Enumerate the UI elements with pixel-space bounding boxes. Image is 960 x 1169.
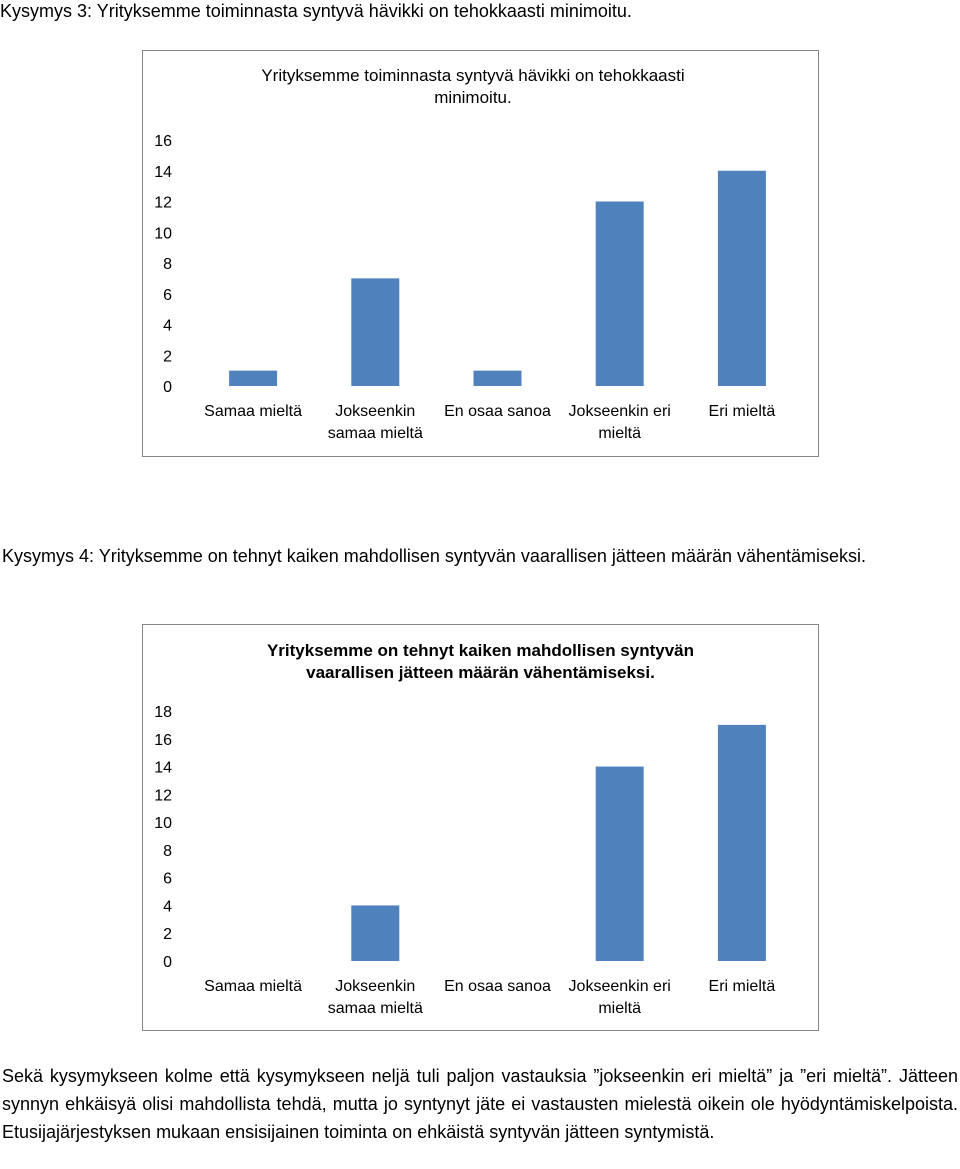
chart-q3-ytick-12: 12 [154,194,172,212]
chart-q4-ytick-6: 6 [163,870,172,888]
chart-q3-ytick-4: 4 [163,317,172,335]
chart-q3-xlabel-jokseenkin-eri-mielta: Jokseenkin eri mieltä [568,403,671,442]
question-3-text: Kysymys 3: Yrityksemme toiminnasta syntyvä hävikki on tehokkaasti minimoitu. [0,1,632,21]
chart-q4-ytick-12: 12 [154,787,172,805]
chart-q3 [142,50,819,457]
chart-q3-xlabel-eri-mielta: Eri mieltä [708,403,776,420]
chart-q3-xlabel-jokseenkin-samaa-mielta: Jokseenkin samaa mieltä [327,403,423,442]
chart-q4-plot [143,625,820,1032]
chart-q3-ytick-2: 2 [163,348,172,366]
chart-q4-xlabel-samaa-mielta: Samaa mieltä [204,978,303,995]
chart-q3-title: Yrityksemme toiminnasta syntyvä hävikki on tehokkaasti minimoitu. [261,66,685,107]
chart-q3-ytick-0: 0 [163,379,172,396]
chart-q4-xlabel-en-osaa-sanoa: En osaa sanoa [444,978,551,995]
chart-q3-ytick-16: 16 [154,133,172,150]
chart-q3-bar-eri-mielta [718,171,766,386]
chart-q3-xlabel-en-osaa-sanoa: En osaa sanoa [444,403,551,420]
chart-q4-ytick-8: 8 [163,842,172,860]
chart-q4 [142,624,819,1031]
chart-q3-ytick-14: 14 [154,163,172,181]
chart-q4-xlabel-jokseenkin-eri-mielta: Jokseenkin eri mieltä [568,978,671,1017]
chart-q3-bar-jokseenkin-samaa-mielta [351,278,399,386]
chart-q3-bar-samaa-mielta [229,371,277,386]
chart-q4-xlabel-eri-mielta: Eri mieltä [708,978,776,995]
chart-q4-xlabel-jokseenkin-samaa-mielta: Jokseenkin samaa mieltä [327,978,423,1017]
chart-q3-xlabel-samaa-mielta: Samaa mieltä [204,403,303,420]
chart-q3-plot [143,51,820,458]
chart-q4-bar-jokseenkin-samaa-mielta [351,905,399,961]
chart-q4-ytick-16: 16 [154,731,172,749]
chart-q4-ytick-0: 0 [163,954,172,971]
chart-q4-bar-eri-mielta [718,725,766,961]
summary-paragraph: Sekä kysymykseen kolme että kysymykseen neljä tuli paljon vastauksia ”jokseenkin eri mieltä” ja ”eri mieltä”. Jätteen synnyn ehkäisyä olisi mahdollista tehdä, mutta jo syntynyt jäte ei vastausten mielestä oikein ole hyödyntämiskelpoista. Etusijajärjestyksen mukaan ensisijainen toiminta on ehkäistä syntyvän jätteen syntymistä. [2,1066,958,1142]
chart-q4-ytick-10: 10 [154,815,172,833]
chart-q4-ytick-18: 18 [154,704,172,721]
chart-q4-ytick-14: 14 [154,759,172,777]
chart-q3-bar-jokseenkin-eri-mielta [596,202,644,387]
chart-q3-ytick-6: 6 [163,286,172,304]
chart-q3-ytick-8: 8 [163,256,172,273]
chart-q3-ytick-10: 10 [154,225,172,243]
chart-q4-ytick-4: 4 [163,898,172,916]
question-4-text: Kysymys 4: Yrityksemme on tehnyt kaiken mahdollisen syntyvän vaarallisen jätteen määrän vähentämiseksi. [2,546,867,566]
chart-q3-bar-en-osaa-sanoa [474,371,522,386]
chart-q4-bar-jokseenkin-eri-mielta [596,767,644,961]
chart-q4-ytick-2: 2 [163,926,172,944]
chart-q4-title: Yrityksemme on tehnyt kaiken mahdollisen syntyvän vaarallisen jätteen määrän vähentämiseksi. [266,641,695,682]
